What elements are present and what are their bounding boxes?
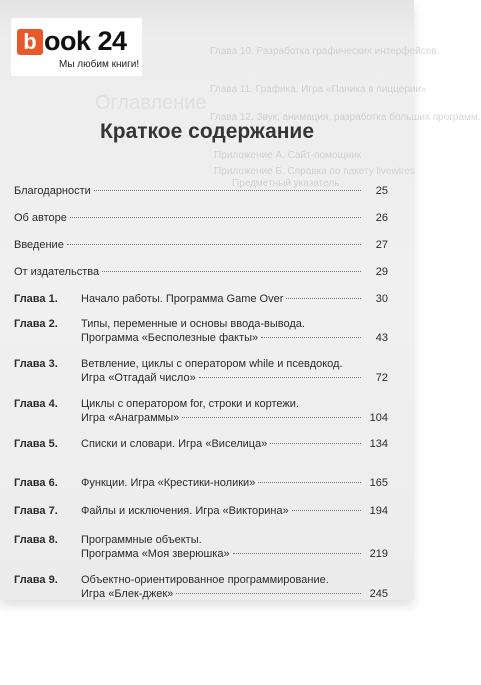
toc-entry-title: Начало работы. Программа Game Over: [81, 293, 284, 305]
toc-chapter-number: Глава 7.: [14, 505, 58, 517]
toc-entry: [14, 211, 388, 225]
toc-entry: [14, 184, 388, 198]
leader-dots: [94, 190, 361, 191]
toc-entry-title-continued: Игра «Блек-джек»: [81, 588, 174, 600]
leader-dots: [233, 553, 361, 554]
toc-page-number: 245: [369, 588, 388, 600]
toc-chapter-number: Глава 4.: [14, 398, 58, 410]
leader-dots: [261, 337, 361, 338]
toc-entry-title-continued: Программа «Моя зверюшка»: [81, 548, 230, 560]
toc-entry-title: Ветвление, циклы с оператором while и псевдокод.: [81, 358, 343, 370]
toc-entry-title: Списки и словари. Игра «Виселица»: [81, 438, 268, 450]
toc-page-number: 29: [375, 266, 388, 278]
leader-dots: [258, 482, 361, 483]
toc-entry: [14, 533, 388, 561]
bleed-through-text: Предметный указатель: [232, 178, 340, 189]
toc-entry-title: Об авторе: [14, 212, 67, 224]
leader-dots: [70, 217, 361, 218]
toc-entry: [14, 238, 388, 252]
toc-page-number: 26: [375, 212, 388, 224]
toc-entry: [14, 292, 388, 306]
toc-entry: [14, 504, 388, 518]
toc-page-number: 104: [369, 412, 388, 424]
toc-entry-title: Объектно-ориентированное программирование.: [81, 574, 329, 586]
bleed-through-text: Глава 11. Графика. Игра «Паника в пиццерии»: [210, 84, 427, 95]
toc-page-number: 27: [375, 239, 388, 251]
toc-chapter-number: Глава 8.: [14, 534, 58, 546]
toc-chapter-number: Глава 9.: [14, 574, 58, 586]
bleed-through-text: Глава 12. Звук, анимация, разработка больших программ.: [210, 112, 481, 123]
toc-entry: [14, 573, 388, 601]
logo-wordmark: ook 24: [44, 26, 127, 56]
logo-letter-b: b: [17, 29, 43, 55]
leader-dots: [199, 377, 361, 378]
toc-entry-title: От издательства: [14, 266, 100, 278]
toc-entry-title: Циклы с оператором for, строки и кортежи.: [81, 398, 299, 410]
leader-dots: [102, 271, 361, 272]
toc-entry: [14, 357, 388, 385]
toc-page-number: 165: [369, 477, 388, 489]
book24-logo: [11, 18, 142, 76]
toc-entry: [14, 437, 388, 451]
toc-entry-title-continued: Программа «Бесполезные факты»: [81, 332, 259, 344]
leader-dots: [176, 593, 361, 594]
toc-entry: [14, 397, 388, 425]
bleed-through-text: Приложение А. Сайт-помощник: [214, 150, 362, 161]
bleed-through-text: Глава 10. Разработка графических интерфейсов.: [210, 46, 440, 57]
toc-chapter-number: Глава 3.: [14, 358, 58, 370]
toc-chapter-number: Глава 5.: [14, 438, 58, 450]
toc-page-number: 219: [369, 548, 388, 560]
toc-entry-title: Типы, переменные и основы ввода-вывода.: [81, 318, 305, 330]
toc-page-number: 30: [375, 293, 388, 305]
bleed-through-text: Приложение Б. Справка по пакету livewires: [214, 166, 415, 177]
toc-entry-title: Файлы и исключения. Игра «Викторина»: [81, 505, 289, 517]
leader-dots: [292, 510, 361, 511]
toc-page-number: 72: [375, 372, 388, 384]
toc-page-number: 134: [369, 438, 388, 450]
toc-chapter-number: Глава 1.: [14, 293, 58, 305]
toc-entry: [14, 317, 388, 345]
toc-entry-title-continued: Игра «Анаграммы»: [81, 412, 180, 424]
leader-dots: [270, 443, 361, 444]
page-title: Краткое содержание: [99, 120, 315, 143]
toc-entry-title-continued: Игра «Отгадай число»: [81, 372, 196, 384]
toc-entry-title: Программные объекты.: [81, 534, 202, 546]
toc-page-number: 25: [375, 185, 388, 197]
toc-chapter-number: Глава 6.: [14, 477, 58, 489]
toc-entry: [14, 476, 388, 490]
bleed-through-text: Оглавление: [95, 92, 207, 114]
leader-dots: [286, 298, 361, 299]
toc-entry: [14, 265, 388, 279]
toc-entry-title: Благодарности: [14, 185, 91, 197]
toc-chapter-number: Глава 2.: [14, 318, 58, 330]
toc-page-number: 194: [369, 505, 388, 517]
toc-entry-title: Функции. Игра «Крестики-нолики»: [81, 477, 256, 489]
toc-page-number: 43: [375, 332, 388, 344]
toc-entry-title: Введение: [14, 239, 64, 251]
logo-tagline: Мы любим книги!: [59, 59, 140, 70]
leader-dots: [182, 417, 361, 418]
leader-dots: [67, 244, 361, 245]
